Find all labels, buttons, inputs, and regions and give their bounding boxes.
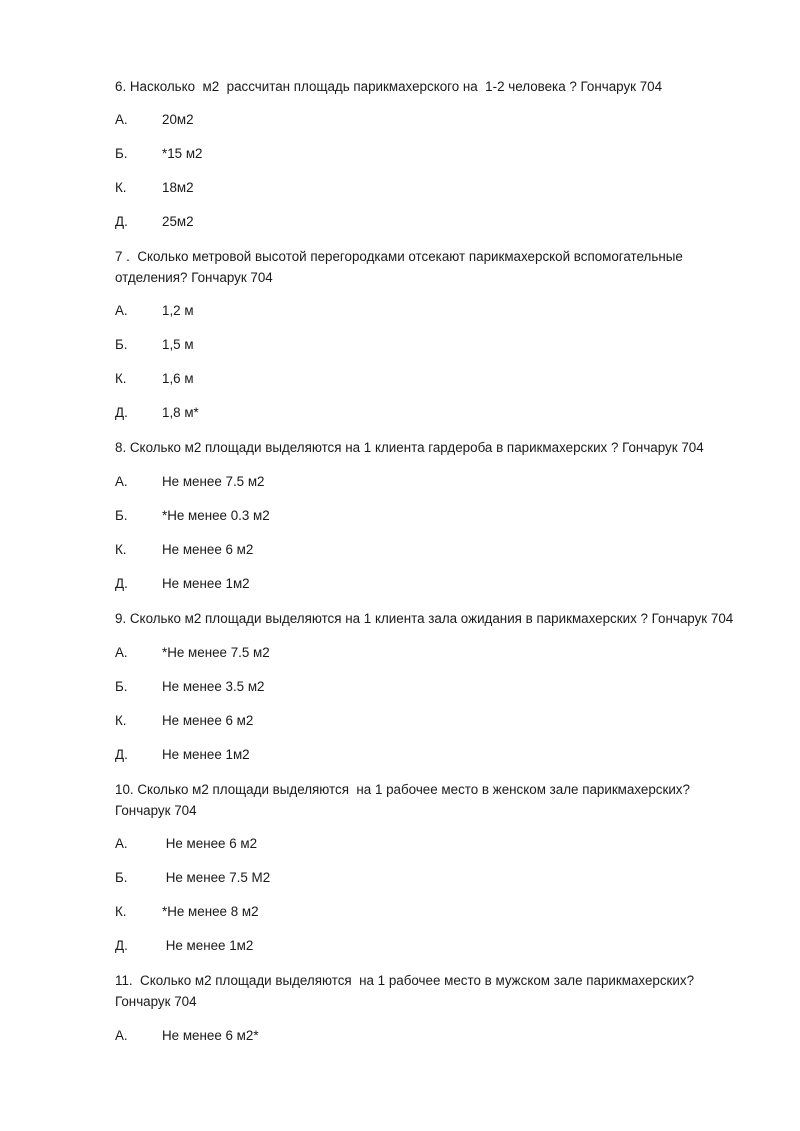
option-text: *15 м2: [162, 146, 203, 161]
option-text: 1,8 м*: [162, 405, 199, 420]
option-letter: Б.: [115, 679, 128, 694]
option-text: Не менее 1м2: [162, 747, 250, 762]
option-text: Не менее 7.5 М2: [162, 870, 271, 885]
option-letter: К.: [115, 180, 127, 195]
answer-option: [115, 834, 257, 854]
option-text: Не менее 6 м2*: [162, 1028, 259, 1043]
question-10: 10. Сколько м2 площади выделяются на 1 рабочее место в женском зале парикмахерских? Гончарук 704: [115, 782, 694, 818]
option-text: 1,2 м: [162, 303, 194, 318]
question-11: 11. Сколько м2 площади выделяются на 1 рабочее место в мужском зале парикмахерских? Гончарук 704: [115, 973, 698, 1009]
answer-option: [115, 677, 265, 697]
option-letter: К.: [115, 713, 127, 728]
answer-option: [115, 178, 194, 198]
option-text: Не менее 7.5 м2: [162, 474, 265, 489]
option-letter: К.: [115, 542, 127, 557]
option-letter: Д.: [115, 405, 128, 420]
answer-option: [115, 301, 194, 321]
option-letter: Д.: [115, 576, 128, 591]
option-text: 25м2: [162, 214, 194, 229]
option-text: Не менее 3.5 м2: [162, 679, 265, 694]
option-text: 18м2: [162, 180, 194, 195]
option-letter: А.: [115, 112, 128, 127]
question-8: 8. Сколько м2 площади выделяются на 1 клиента гардероба в парикмахерских ? Гончарук 704: [115, 440, 704, 455]
answer-option: [115, 110, 194, 130]
answer-option: [115, 144, 202, 164]
option-letter: А.: [115, 1028, 128, 1043]
question-9: 9. Сколько м2 площади выделяются на 1 клиента зала ожидания в парикмахерских ? Гончарук 704: [115, 611, 734, 626]
answer-option: [115, 506, 270, 526]
option-text: Не менее 6 м2: [162, 836, 258, 851]
option-letter: Б.: [115, 146, 128, 161]
answer-option: [115, 868, 270, 888]
answer-option: [115, 403, 199, 423]
option-text: 20м2: [162, 112, 194, 127]
answer-option: [115, 540, 253, 560]
answer-option: [115, 936, 253, 956]
option-text: *Не менее 0.3 м2: [162, 508, 270, 523]
option-text: 1,5 м: [162, 337, 194, 352]
option-letter: Д.: [115, 747, 128, 762]
answer-option: [115, 643, 270, 663]
option-letter: А.: [115, 303, 128, 318]
option-text: *Не менее 7.5 м2: [162, 645, 270, 660]
answer-option: [115, 472, 265, 492]
answer-option: [115, 902, 259, 922]
answer-option: [115, 369, 194, 389]
answer-option: [115, 745, 250, 765]
answer-option: [115, 212, 194, 232]
answer-option: [115, 1026, 259, 1046]
answer-option: [115, 335, 194, 355]
option-letter: Д.: [115, 214, 128, 229]
option-letter: К.: [115, 904, 127, 919]
option-text: Не менее 6 м2: [162, 713, 254, 728]
option-letter: Б.: [115, 337, 128, 352]
question-6: 6. Насколько м2 рассчитан площадь парикмахерского на 1-2 человека ? Гончарук 704: [115, 79, 663, 94]
option-letter: Б.: [115, 870, 128, 885]
option-letter: А.: [115, 645, 128, 660]
answer-option: [115, 574, 250, 594]
option-letter: Д.: [115, 938, 128, 953]
option-text: Не менее 1м2: [162, 938, 254, 953]
option-text: 1,6 м: [162, 371, 194, 386]
answer-option: [115, 711, 253, 731]
question-7: 7 . Сколько метровой высотой перегородками отсекают парикмахерской вспомогательные отделения? Гончарук 704: [115, 249, 687, 285]
option-letter: А.: [115, 836, 128, 851]
option-text: *Не менее 8 м2: [162, 904, 259, 919]
option-letter: К.: [115, 371, 127, 386]
option-letter: А.: [115, 474, 128, 489]
option-text: Не менее 1м2: [162, 576, 250, 591]
option-text: Не менее 6 м2: [162, 542, 254, 557]
option-letter: Б.: [115, 508, 128, 523]
